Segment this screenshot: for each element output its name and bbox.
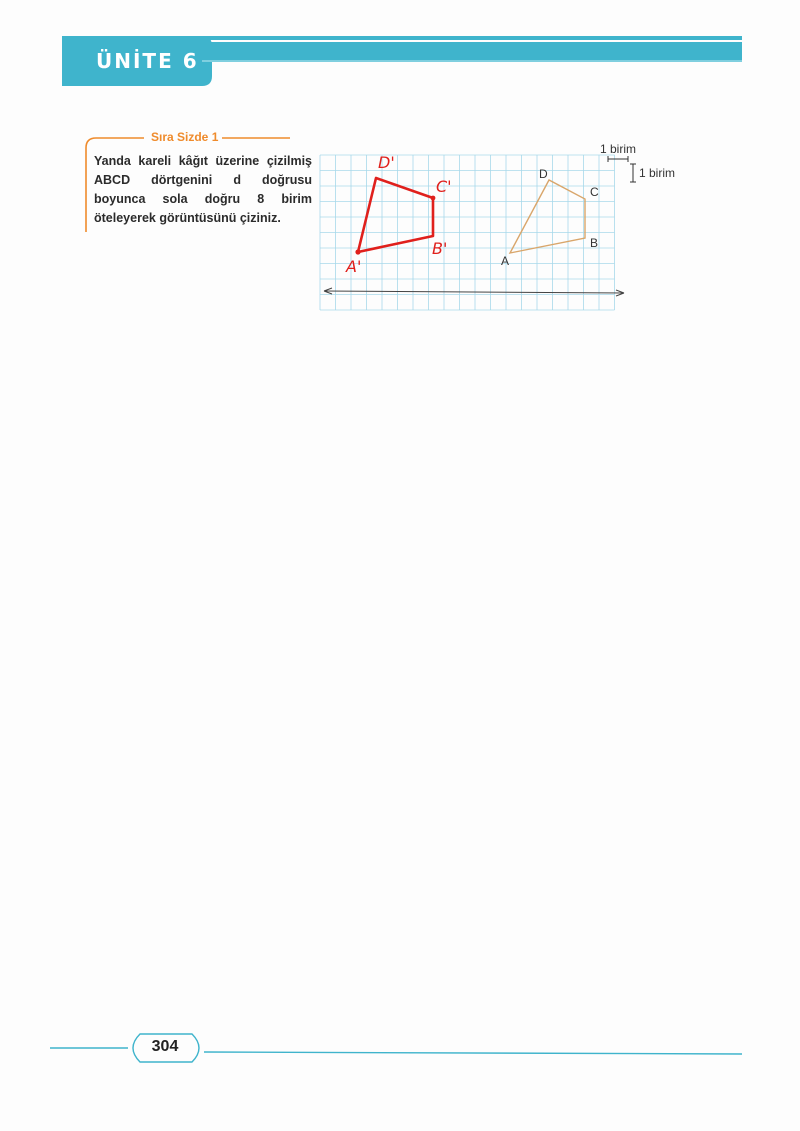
vertex-dot-a-prime: [355, 249, 360, 254]
vertex-dot-c-prime: [431, 196, 436, 201]
exercise-box-rule: [220, 137, 292, 141]
page-number: 304: [151, 1038, 179, 1055]
exercise-label: Sıra Sizde 1: [147, 130, 222, 144]
vertex-label-d-prime: D': [378, 153, 395, 172]
unit-marker-vertical: [630, 164, 636, 182]
grid-paper: [320, 155, 615, 310]
vertex-label-b: B: [590, 236, 599, 250]
unit-title: ÜNİTE 6: [96, 49, 199, 73]
translated-quadrilateral: [358, 178, 433, 252]
vertex-label-a-prime: A': [346, 257, 362, 276]
exercise-text: Yanda kareli kâğıt üzerine çizilmiş ABCD dörtgenini d doğrusu boyunca sola doğru 8 birim öteleyerek görüntüsünü çiziniz.: [94, 154, 312, 225]
vertex-label-a: A: [501, 254, 510, 268]
unit-label-horizontal: 1 birim: [600, 142, 637, 156]
vertex-label-d: D: [539, 167, 548, 181]
vertex-label-c: C: [590, 185, 599, 199]
unit-marker-horizontal: [608, 156, 628, 162]
vertex-label-b-prime: B': [432, 239, 448, 258]
vertex-label-c-prime: C': [436, 177, 452, 196]
unit-label-vertical: 1 birim: [639, 166, 676, 180]
grid-figure: [300, 130, 690, 320]
